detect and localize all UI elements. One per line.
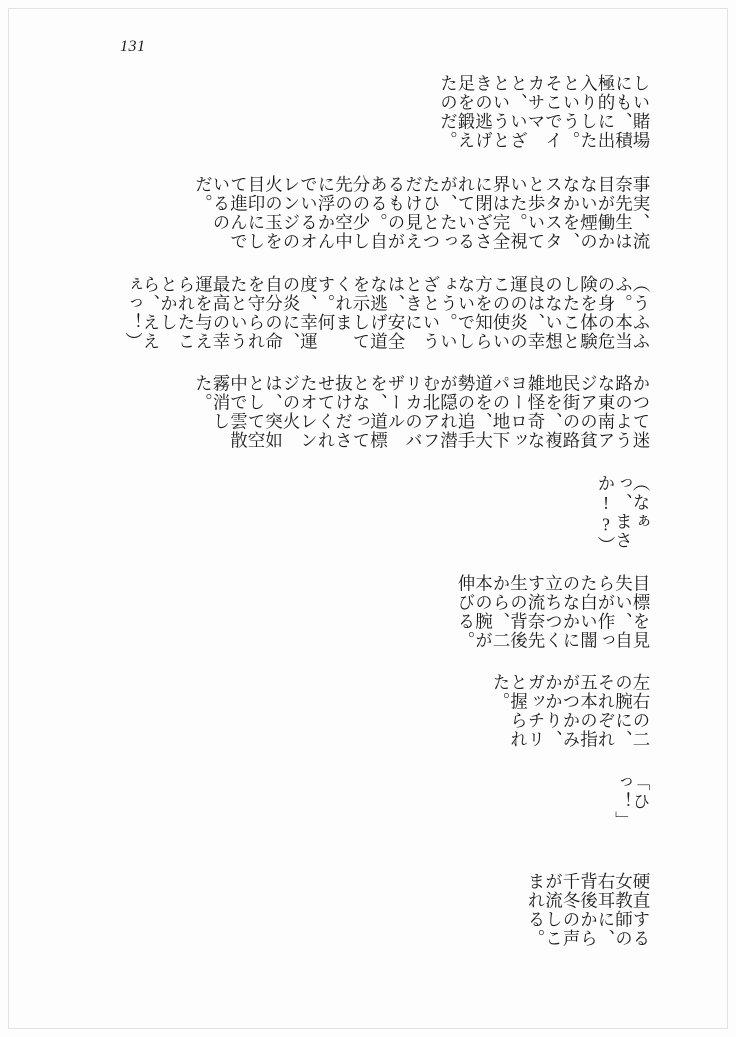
paragraph: 「ひっ！」 [613,772,651,831]
vertical-text-body [98,74,658,954]
paragraph: 事実、流奈先生は目が働かない煙のなかを、スタスタと歩いていた。視界は完全に閉ざされているが、たったひとつだけ見えるものがある。自分の少し先の空中に浮かんでいるオレンジの火の玉を目印にして進んでいるのだ。 [193,175,651,252]
paragraph: （なぁっ、まさか!?） [596,474,651,556]
paragraph: しい賭場にも、積極的に出入りしたという。そこでイカサマと、いざというときの逃げ足を鍛えたのだ。 [438,74,651,151]
paragraph: （うふふふ。本当の身の危険を体験したことのない想良は、幸運の炎のこの使い方を知らないでしょう。いざというときには、安全な逃げ道を示してくれます。何度、幸運の炎に、自分の命を守られたという最高の幸運を与えられたことかしら、ええぇっ！） [123,274,651,352]
page-number: 131 [120,38,146,55]
paragraph: 目標を見失い、自らが作った白い闇のなかに立ちつくす流奈先生の背後から、二本の腕が伸びる。 [456,573,651,651]
paragraph: 左右の二の腕に、それぞれ五本の指がつかみかかり、ガッチリと握られた。 [491,673,651,750]
paragraph: 硬直する女教師の右耳に、背後から千冬の声が流しこまれる。 [526,872,651,949]
paragraph: かつて迷路のような東南アジアの貧民街の路地を、複雑怪奇なヨーロッパの地下道を、大勢の追手が隠れ潜む北アフリカのバザールを、道標となって抜けださせてくれたオレンジの火は、突如として空中で雲散霧消した。 [193,374,651,451]
